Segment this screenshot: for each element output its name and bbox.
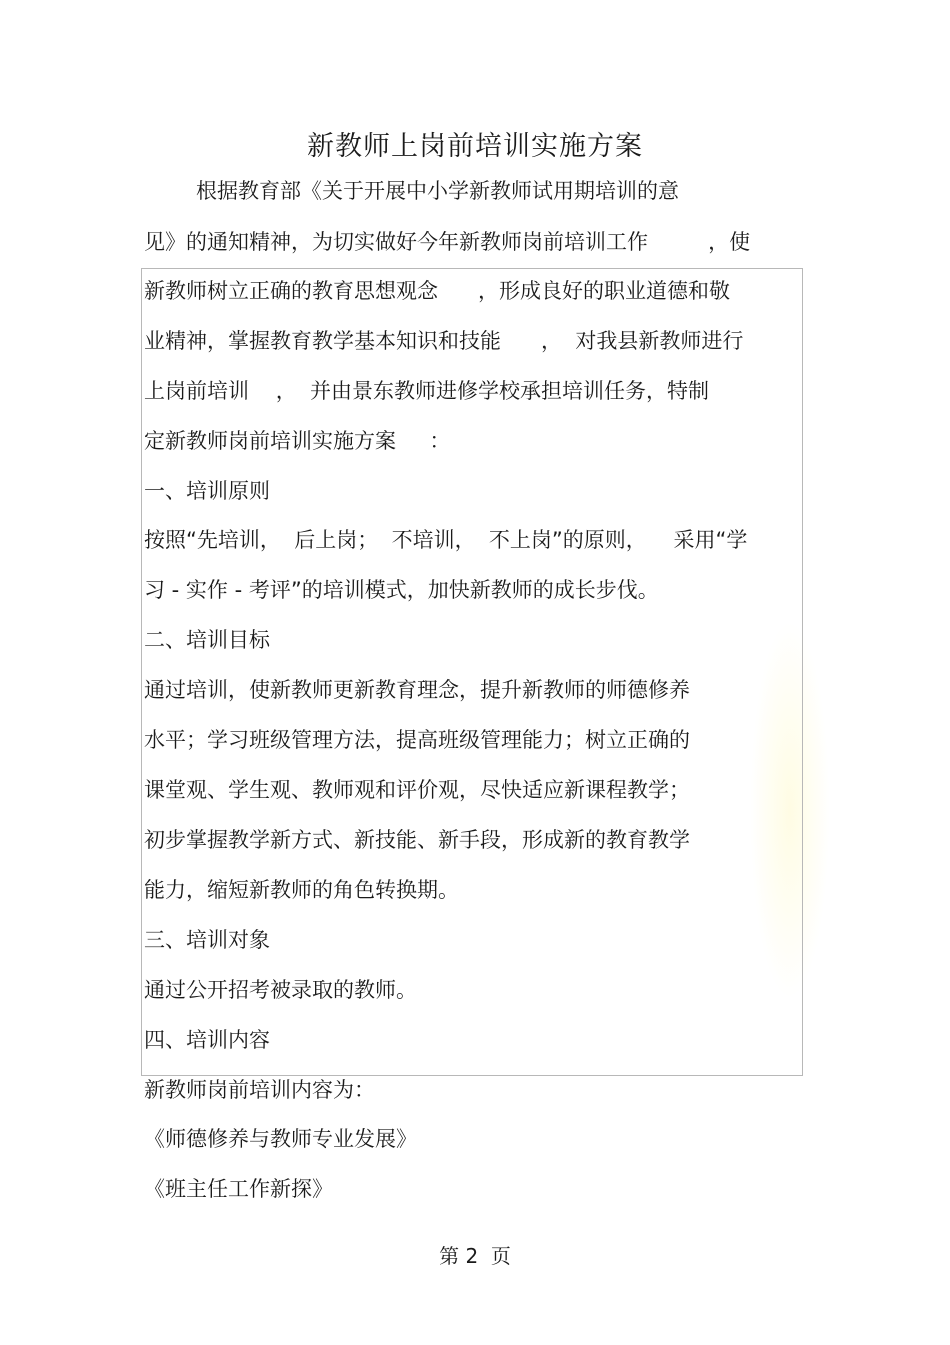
- paragraph-line: 能力，缩短新教师的角色转换期。: [144, 878, 459, 902]
- paragraph-line: 通过公开招考被录取的教师。: [144, 978, 417, 1002]
- section-heading: 四、培训内容: [144, 1028, 270, 1052]
- paragraph-line: 上岗前培训 ， 并由景东教师进修学校承担培训任务，特制: [144, 379, 710, 403]
- paragraph-line: 习 - 实作 - 考评”的培训模式，加快新教师的成长步伐。: [144, 578, 659, 602]
- page-number: 第 2 页: [439, 1244, 511, 1268]
- course-title: 《师德修养与教师专业发展》: [144, 1127, 417, 1151]
- paragraph-line: 新教师树立正确的教育思想观念 ，形成良好的职业道德和敬: [144, 279, 731, 303]
- paragraph-line: 见》的通知精神，为切实做好今年新教师岗前培训工作 ，使: [144, 230, 751, 254]
- paragraph-line: 按照“先培训， 后上岗； 不培训， 不上岗”的原则， 采用“学: [144, 528, 748, 552]
- course-title: 《班主任工作新探》: [144, 1177, 333, 1201]
- paragraph-line: 初步掌握教学新方式、新技能、新手段，形成新的教育教学: [144, 828, 690, 852]
- section-heading: 二、培训目标: [144, 628, 270, 652]
- paragraph-line: 根据教育部《关于开展中小学新教师试用期培训的意: [196, 179, 679, 203]
- section-heading: 一、培训原则: [144, 479, 270, 503]
- paragraph-line: 课堂观、学生观、教师观和评价观，尽快适应新课程教学；: [144, 778, 690, 802]
- paragraph-line: 水平；学习班级管理方法，提高班级管理能力；树立正确的: [144, 728, 690, 752]
- section-heading: 三、培训对象: [144, 928, 270, 952]
- paragraph-line: 新教师岗前培训内容为：: [144, 1078, 375, 1102]
- paragraph-line: 定新教师岗前培训实施方案 ：: [144, 429, 451, 453]
- document-title: 新教师上岗前培训实施方案: [307, 131, 643, 162]
- paragraph-line: 通过培训，使新教师更新教育理念，提升新教师的师德修养: [144, 678, 690, 702]
- paragraph-line: 业精神，掌握教育教学基本知识和技能 ， 对我县新教师进行: [144, 329, 744, 353]
